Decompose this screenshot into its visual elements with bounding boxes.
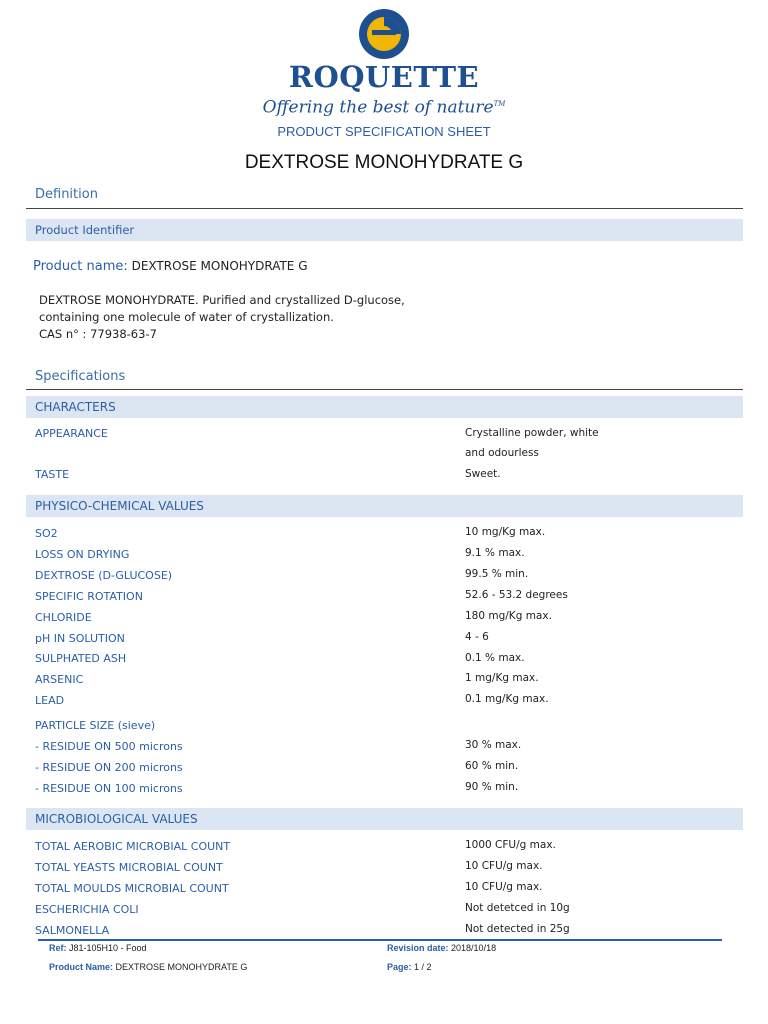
microbiological-bar: MICROBIOLOGICAL VALUES <box>26 808 743 830</box>
specifications-divider <box>26 389 743 390</box>
product-name-line <box>33 259 308 274</box>
product-name-value: DEXTROSE MONOHYDRATE G <box>131 259 308 273</box>
spec-value: 1000 CFU/g max. <box>465 839 556 851</box>
spec-label: SULPHATED ASH <box>35 652 127 665</box>
spec-value: 99.5 % min. <box>465 568 529 580</box>
spec-label: SO2 <box>35 527 58 540</box>
specifications-heading: Specifications <box>35 369 126 384</box>
footer-page: Page: 1 / 2 <box>387 962 432 972</box>
spec-label: SALMONELLA <box>35 924 110 937</box>
description-line: CAS n° : 77938-63-7 <box>39 327 157 341</box>
spec-value: 90 % min. <box>465 781 519 793</box>
spec-value: 0.1 mg/Kg max. <box>465 693 549 705</box>
brand-name: ROQUETTE <box>288 60 480 94</box>
spec-label: LEAD <box>35 694 65 707</box>
spec-value: 9.1 % max. <box>465 547 525 559</box>
spec-value-appearance: Crystalline powder, white and odourless <box>465 427 599 459</box>
definition-divider <box>26 208 743 209</box>
roquette-logo <box>0 8 768 118</box>
spec-label: ARSENIC <box>35 673 84 686</box>
spec-label: ESCHERICHIA COLI <box>35 903 139 916</box>
spec-label: TOTAL MOULDS MICROBIAL COUNT <box>35 882 229 895</box>
spec-label: - RESIDUE ON 500 microns <box>35 740 183 753</box>
spec-label-appearance: APPEARANCE <box>35 427 108 440</box>
spec-value: 0.1 % max. <box>465 652 525 664</box>
page-title: DEXTROSE MONOHYDRATE G <box>244 152 524 173</box>
spec-value: 10 mg/Kg max. <box>465 526 546 538</box>
spec-label: DEXTROSE (D-GLUCOSE) <box>35 569 173 582</box>
spec-value: 10 CFU/g max. <box>465 860 543 872</box>
spec-label: TOTAL AEROBIC MICROBIAL COUNT <box>35 840 231 853</box>
spec-value: 4 - 6 <box>465 631 489 643</box>
tagline-trademark: TM <box>493 100 506 108</box>
spec-value: 1 mg/Kg max. <box>465 672 539 684</box>
spec-value: 10 CFU/g max. <box>465 881 543 893</box>
spec-label: SPECIFIC ROTATION <box>35 590 143 603</box>
spec-value: Not detected in 25g <box>465 923 570 935</box>
product-description <box>39 292 405 343</box>
spec-value: 52.6 - 53.2 degrees <box>465 589 568 601</box>
roquette-emblem-icon <box>358 8 410 60</box>
footer-product-name: Product Name: DEXTROSE MONOHYDRATE G <box>49 962 248 972</box>
description-line: DEXTROSE MONOHYDRATE. Purified and crystallized D-glucose, <box>39 293 405 307</box>
brand-tagline: Offering the best of nature™ <box>262 97 506 118</box>
description-line: containing one molecule of water of crystallization. <box>39 310 334 324</box>
product-identifier-bar: Product Identifier <box>26 219 743 241</box>
spec-label: pH IN SOLUTION <box>35 632 125 645</box>
spec-label: CHLORIDE <box>35 611 92 624</box>
spec-label: LOSS ON DRYING <box>35 548 130 561</box>
spec-value-taste: Sweet. <box>465 468 501 480</box>
spec-value: 60 % min. <box>465 760 519 772</box>
product-name-label: Product name: <box>33 259 128 274</box>
spec-value: 30 % max. <box>465 739 522 751</box>
characters-bar: CHARACTERS <box>26 396 743 418</box>
spec-label: - RESIDUE ON 100 microns <box>35 782 183 795</box>
footer-ref: Ref: J81-105H10 - Food <box>49 943 147 953</box>
definition-heading: Definition <box>35 187 98 202</box>
footer-divider <box>38 939 722 941</box>
physico-chemical-bar: PHYSICO-CHEMICAL VALUES <box>26 495 743 517</box>
spec-label: TOTAL YEASTS MICROBIAL COUNT <box>35 861 223 874</box>
spec-label: - RESIDUE ON 200 microns <box>35 761 183 774</box>
sheet-title: PRODUCT SPECIFICATION SHEET <box>277 124 491 139</box>
spec-value: 180 mg/Kg max. <box>465 610 552 622</box>
spec-value: Not detetced in 10g <box>465 902 570 914</box>
particle-size-label: PARTICLE SIZE (sieve) <box>35 719 156 732</box>
spec-label-taste: TASTE <box>35 468 70 481</box>
footer-revision: Revision date: 2018/10/18 <box>387 943 497 953</box>
